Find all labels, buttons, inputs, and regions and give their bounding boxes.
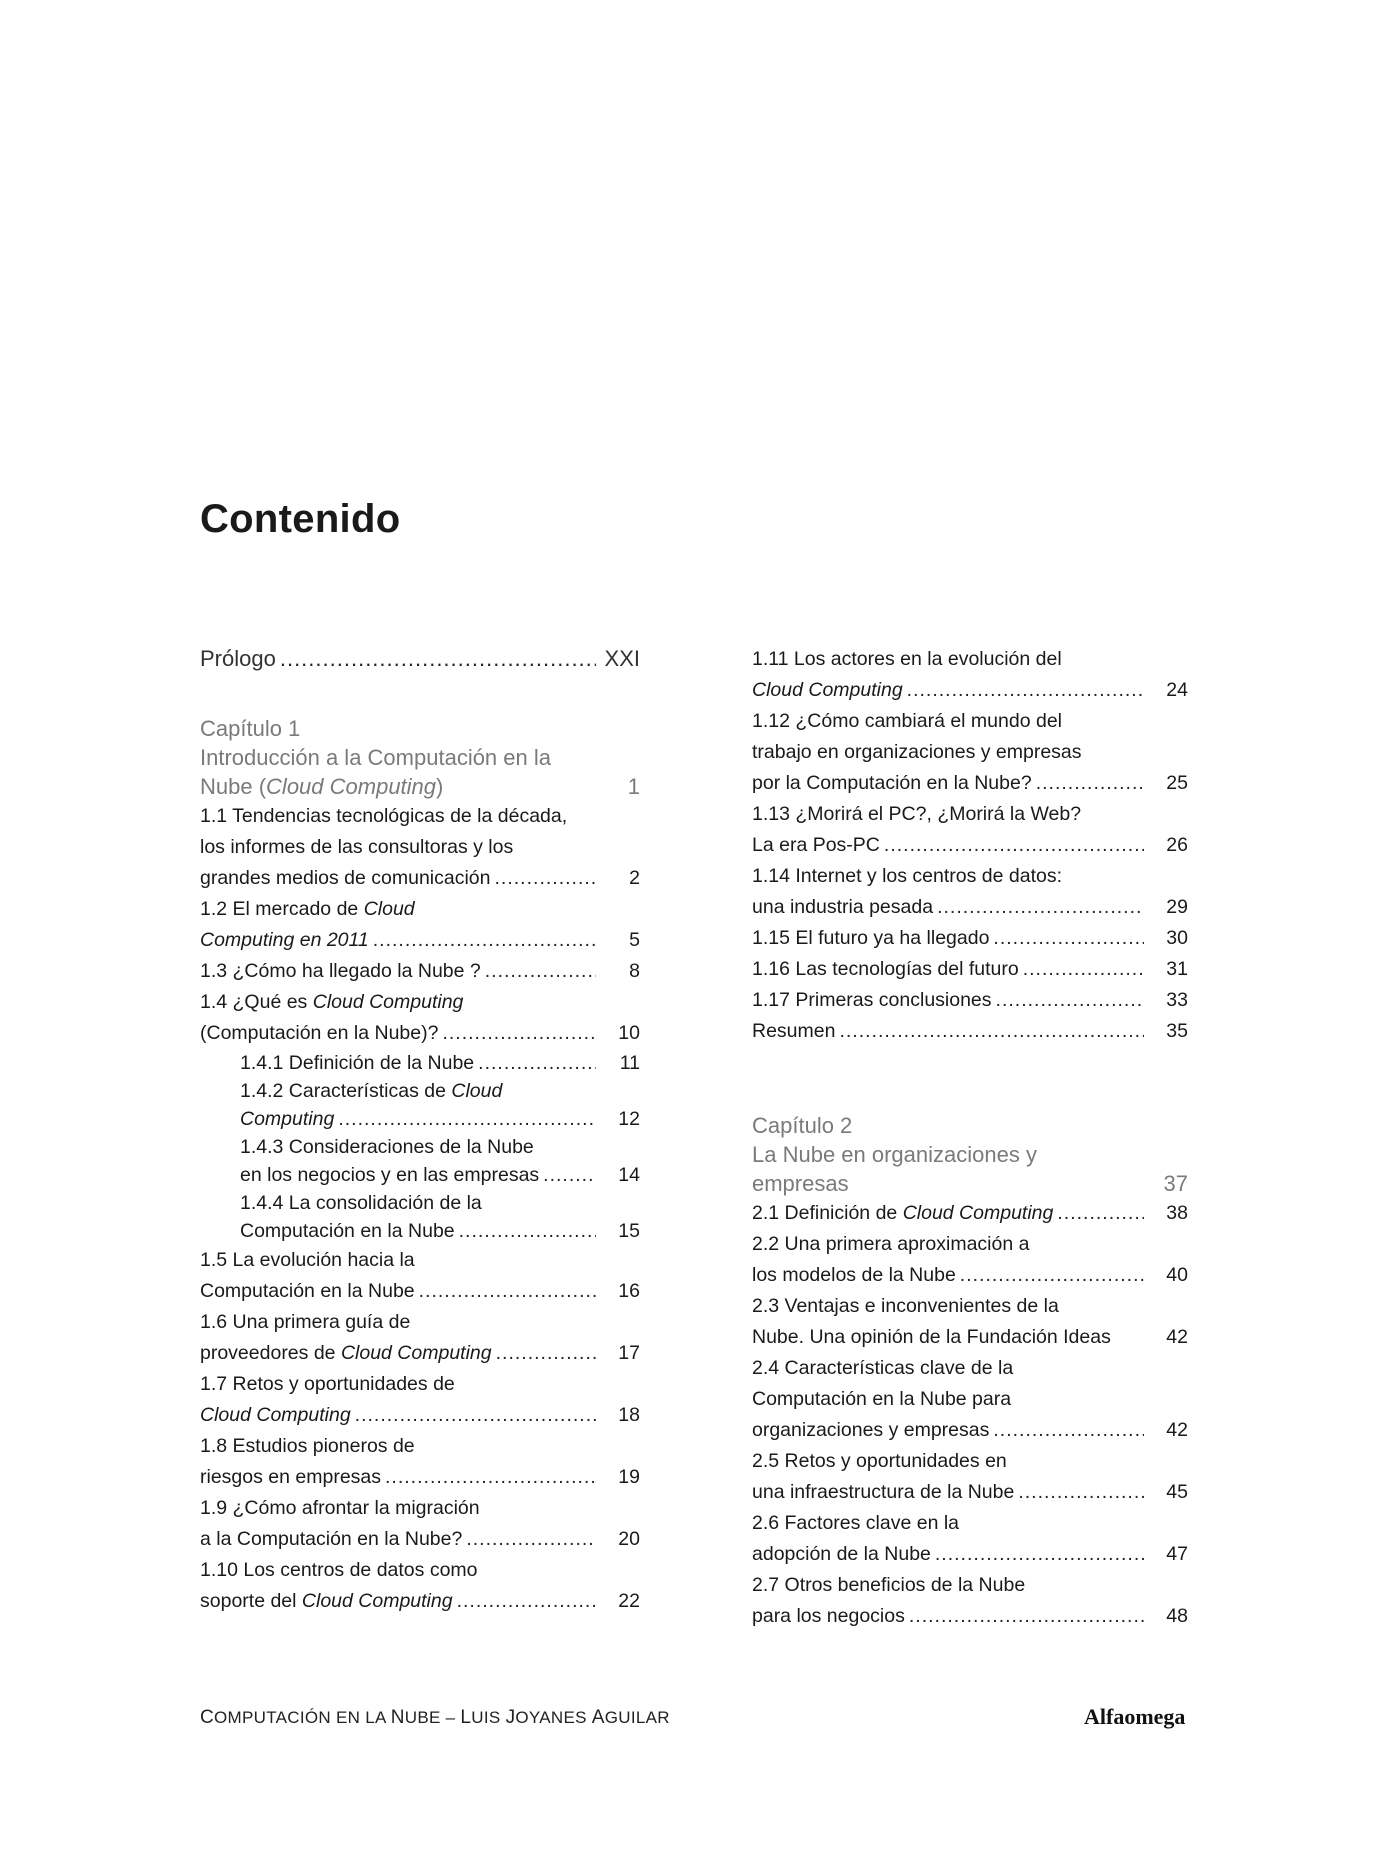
dot-leader — [960, 1260, 1144, 1291]
entry-text-segment: 1.1 Tendencias tecnológicas de la década, — [200, 805, 568, 827]
entry-text-segment: 2.2 Una primera aproximación a — [752, 1233, 1030, 1255]
dot-leader — [996, 985, 1144, 1016]
entry-text-segment: riesgos en empresas — [200, 1466, 382, 1488]
page-number: 14 — [618, 1164, 640, 1186]
dot-leader — [935, 1539, 1144, 1570]
page-number: 38 — [1166, 1202, 1188, 1224]
toc-entry-line — [200, 1077, 640, 1105]
entry-text — [752, 1601, 905, 1632]
entry-text-segment: en los negocios y en las empresas — [240, 1164, 540, 1186]
entry-text — [200, 714, 300, 743]
toc-entry-line — [752, 737, 1188, 768]
toc-entry-line — [200, 1431, 640, 1462]
toc-entry-line — [752, 1601, 1188, 1632]
entry-text-segment: 1.9 ¿Cómo afrontar la migración — [200, 1497, 480, 1519]
toc-entry-line — [200, 1338, 640, 1369]
entry-text — [752, 1229, 1029, 1260]
page-number: 42 — [1166, 1326, 1188, 1348]
entry-text-segment: una industria pesada — [752, 896, 934, 918]
footer-text-segment: UBE – — [404, 1708, 461, 1727]
dot-leader — [839, 1016, 1144, 1047]
entry-text-segment: Cloud Computing — [301, 1590, 453, 1612]
dot-leader — [495, 863, 596, 894]
page-number: 16 — [618, 1280, 640, 1302]
toc-entry-line — [752, 1477, 1188, 1508]
entry-text — [752, 1322, 1111, 1353]
entry-text-segment: Cloud — [363, 898, 415, 920]
entry-text-segment: empresas — [752, 1171, 849, 1196]
dot-leader — [884, 830, 1144, 861]
entry-text-segment: Capítulo 2 — [752, 1113, 853, 1138]
entry-text — [752, 1169, 849, 1198]
entry-text — [752, 768, 1032, 799]
dot-leader — [1023, 954, 1144, 985]
page-number: 47 — [1166, 1543, 1188, 1565]
page-number: 8 — [629, 960, 640, 982]
entry-text-segment: por la Computación en la Nube? — [752, 772, 1032, 794]
toc-entry-line — [752, 799, 1188, 830]
entry-text-segment: 1.5 La evolución hacia la — [200, 1249, 415, 1271]
chapter-heading-line — [200, 772, 640, 801]
page-number: 18 — [618, 1404, 640, 1426]
entry-text — [752, 830, 880, 861]
publisher-logo: Alfaomega — [1084, 1704, 1186, 1729]
footer-text-segment: A — [591, 1707, 605, 1728]
entry-text-segment: 1.8 Estudios pioneros de — [200, 1435, 415, 1457]
entry-text — [240, 1189, 482, 1217]
entry-text-segment: 1.15 El futuro ya ha llegado — [752, 927, 990, 949]
entry-text-segment: Cloud Computing — [266, 774, 437, 799]
entry-text — [200, 1276, 415, 1307]
entry-text-segment: Nube ( — [200, 774, 267, 799]
dot-leader — [496, 1338, 596, 1369]
entry-text-segment: los modelos de la Nube — [752, 1264, 956, 1286]
page-number: 22 — [618, 1590, 640, 1612]
dot-leader — [1057, 1198, 1144, 1229]
entry-text — [752, 1539, 931, 1570]
entry-text — [200, 1338, 492, 1369]
entry-text-segment: La Nube en organizaciones y — [752, 1142, 1037, 1167]
entry-text — [752, 1198, 1053, 1229]
entry-text — [200, 1555, 478, 1586]
footer-text-segment: L — [460, 1707, 472, 1728]
entry-text-segment: 1.4.3 Consideraciones de la Nube — [240, 1136, 534, 1158]
entry-text — [752, 954, 1019, 985]
entry-text — [200, 801, 567, 832]
page-number: 31 — [1166, 958, 1188, 980]
dot-leader — [419, 1276, 596, 1307]
entry-text-segment: 1.7 Retos y oportunidades de — [200, 1373, 455, 1395]
toc-entry-line — [752, 1508, 1188, 1539]
dot-leader — [993, 923, 1144, 954]
page-title: Contenido — [200, 497, 401, 541]
entry-text — [752, 985, 992, 1016]
entry-text-segment: Computación en la Nube — [200, 1280, 415, 1302]
page-number: 19 — [618, 1466, 640, 1488]
toc-entry-line — [752, 1353, 1188, 1384]
spacer — [200, 674, 640, 714]
toc-entry-line — [200, 863, 640, 894]
entry-text — [752, 923, 989, 954]
toc-entry-line — [200, 801, 640, 832]
entry-text — [752, 675, 903, 706]
entry-text — [752, 1570, 1025, 1601]
toc-entry-line — [200, 1217, 640, 1245]
page-number: 37 — [1163, 1171, 1188, 1196]
entry-text — [752, 1415, 989, 1446]
entry-text — [752, 861, 1062, 892]
toc-entry-line — [200, 1018, 640, 1049]
toc-entry-line — [200, 1189, 640, 1217]
dot-leader — [1018, 1477, 1144, 1508]
toc-entry-line — [200, 1462, 640, 1493]
entry-text — [200, 1369, 455, 1400]
entry-text — [752, 1291, 1059, 1322]
entry-text-segment: 1.14 Internet y los centros de datos: — [752, 865, 1063, 887]
page-number: 20 — [618, 1528, 640, 1550]
toc-entry-line — [200, 987, 640, 1018]
toc-entry-line — [752, 768, 1188, 799]
toc-entry-line — [200, 1400, 640, 1431]
toc-entry-line — [752, 1198, 1188, 1229]
entry-text — [752, 799, 1081, 830]
toc-entry-line — [200, 925, 640, 956]
entry-text-segment: 1.6 Una primera guía de — [200, 1311, 411, 1333]
entry-text-segment: Prólogo — [200, 646, 276, 671]
entry-text-segment: Computación en la Nube — [240, 1220, 455, 1242]
page-number: 24 — [1166, 679, 1188, 701]
entry-text — [200, 1586, 453, 1617]
entry-text-segment: 1.17 Primeras conclusiones — [752, 989, 992, 1011]
entry-text-segment: una infraestructura de la Nube — [752, 1481, 1015, 1503]
page-number: 30 — [1166, 927, 1188, 949]
entry-text-segment: 2.4 Características clave de la — [752, 1357, 1014, 1379]
entry-text-segment: los informes de las consultoras y los — [200, 836, 514, 858]
entry-text — [200, 772, 443, 801]
entry-text — [200, 894, 415, 925]
toc-entry-line — [200, 1524, 640, 1555]
toc-entry-line — [200, 1245, 640, 1276]
toc-entry-line — [752, 954, 1188, 985]
entry-text-segment: Computing en 2011 — [200, 929, 369, 951]
entry-text — [752, 1260, 956, 1291]
entry-text-segment: 1.3 ¿Cómo ha llegado la Nube ? — [200, 960, 481, 982]
footer-text-segment: C — [200, 1707, 215, 1728]
toc-entry-line — [752, 923, 1188, 954]
entry-text-segment: Capítulo 1 — [200, 716, 301, 741]
entry-text-segment: 1.11 Los actores en la evolución del — [752, 648, 1062, 670]
footer-book-title — [200, 1707, 670, 1729]
toc-entry-line — [200, 1105, 640, 1133]
entry-text-segment: Nube. Una opinión de la Fundación Ideas — [752, 1326, 1111, 1348]
entry-text — [752, 737, 1082, 768]
entry-text-segment: 1.13 ¿Morirá el PC?, ¿Morirá la Web? — [752, 803, 1082, 825]
page-number: 11 — [619, 1052, 640, 1074]
dot-leader — [937, 892, 1144, 923]
entry-text — [752, 1384, 1011, 1415]
dot-leader — [385, 1462, 596, 1493]
toc-entry-line — [200, 1369, 640, 1400]
entry-text — [752, 892, 933, 923]
entry-text — [752, 1353, 1013, 1384]
dot-leader — [993, 1415, 1144, 1446]
page-number: 25 — [1166, 772, 1188, 794]
toc-entry-line — [752, 706, 1188, 737]
toc-entry-line — [752, 1016, 1188, 1047]
entry-text-segment: Computing — [240, 1108, 335, 1130]
page-number: 15 — [618, 1220, 640, 1242]
toc-entry-line — [200, 1049, 640, 1077]
entry-text-segment: 2.7 Otros beneficios de la Nube — [752, 1574, 1026, 1596]
toc-entry-line — [200, 1276, 640, 1307]
page-number: 35 — [1166, 1020, 1188, 1042]
entry-text — [200, 1018, 438, 1049]
toc-entry-line — [752, 1570, 1188, 1601]
entry-text — [200, 1462, 381, 1493]
entry-text-segment: 1.4.1 Definición de la Nube — [240, 1052, 475, 1074]
toc-entry-line — [200, 1555, 640, 1586]
entry-text-segment: La era Pos-PC — [752, 834, 880, 856]
toc-entry-line — [752, 830, 1188, 861]
dot-leader — [1036, 768, 1144, 799]
page-number: 12 — [618, 1108, 640, 1130]
entry-text-segment: grandes medios de comunicación — [200, 867, 491, 889]
entry-text — [240, 1217, 455, 1245]
dot-leader — [338, 1105, 596, 1133]
entry-text — [200, 743, 551, 772]
toc-entry-line — [200, 1307, 640, 1338]
entry-text — [752, 644, 1062, 675]
entry-text — [752, 706, 1062, 737]
entry-text — [752, 1508, 959, 1539]
toc-entry-line — [200, 1493, 640, 1524]
page-number: 1 — [627, 774, 640, 799]
footer-text-segment: OYANES — [515, 1708, 592, 1727]
entry-text — [752, 1446, 1007, 1477]
chapter-heading-line — [752, 1140, 1188, 1169]
dot-leader — [485, 956, 596, 987]
entry-text — [240, 1077, 502, 1105]
toc-entry-line — [752, 985, 1188, 1016]
toc-entry-line — [752, 1415, 1188, 1446]
toc-entry-line — [752, 644, 1188, 675]
page-number: 40 — [1166, 1264, 1188, 1286]
entry-text-segment: 2.3 Ventajas e inconvenientes de la — [752, 1295, 1059, 1317]
page-number: XXI — [604, 646, 640, 671]
entry-text — [200, 1245, 415, 1276]
page-number: 29 — [1166, 896, 1188, 918]
dot-leader — [457, 1586, 596, 1617]
chapter-heading-line — [752, 1111, 1188, 1140]
toc-entry-line — [200, 1161, 640, 1189]
toc-entry-line — [752, 1291, 1188, 1322]
page-number: 42 — [1166, 1419, 1188, 1441]
entry-text-segment: 2.1 Definición de — [752, 1202, 903, 1224]
dot-leader — [909, 1601, 1144, 1632]
entry-text — [240, 1161, 539, 1189]
page-number: 2 — [629, 867, 640, 889]
page-number: 17 — [618, 1342, 640, 1364]
page-number: 5 — [629, 929, 640, 951]
entry-text — [200, 1307, 410, 1338]
entry-text-segment: Resumen — [752, 1020, 836, 1042]
toc-right-column — [752, 644, 1188, 1632]
toc-entry-line — [200, 1586, 640, 1617]
entry-text-segment: 1.4.2 Características de — [240, 1080, 452, 1102]
toc-entry-line — [752, 892, 1188, 923]
entry-text — [200, 1524, 462, 1555]
toc-entry-line — [752, 1539, 1188, 1570]
entry-text — [200, 1400, 351, 1431]
entry-text — [200, 925, 369, 956]
entry-text-segment: 1.4 ¿Qué es — [200, 991, 313, 1013]
toc-entry-line — [200, 894, 640, 925]
dot-leader — [355, 1400, 596, 1431]
entry-text — [752, 1477, 1014, 1508]
dot-leader — [466, 1524, 596, 1555]
entry-text-segment: 1.16 Las tecnologías del futuro — [752, 958, 1019, 980]
page-number: 48 — [1166, 1605, 1188, 1627]
dot-leader — [280, 644, 596, 674]
chapter-heading-line — [200, 743, 640, 772]
entry-text-segment: Cloud — [451, 1080, 503, 1102]
dot-leader — [442, 1018, 596, 1049]
toc-entry-line — [752, 1446, 1188, 1477]
entry-text-segment: 1.4.4 La consolidación de la — [240, 1192, 482, 1214]
toc-entry-line — [752, 1260, 1188, 1291]
entry-text-segment: Cloud Computing — [752, 679, 903, 701]
entry-text — [240, 1133, 534, 1161]
entry-text — [240, 1049, 474, 1077]
entry-text-segment: adopción de la Nube — [752, 1543, 931, 1565]
entry-text-segment: Introducción a la Computación en la — [200, 745, 551, 770]
entry-text-segment: Cloud Computing — [340, 1342, 492, 1364]
entry-text — [200, 956, 481, 987]
entry-text-segment: 2.5 Retos y oportunidades en — [752, 1450, 1007, 1472]
toc-entry-line — [752, 1229, 1188, 1260]
toc-entry-line — [200, 832, 640, 863]
entry-text-segment: soporte del — [200, 1590, 302, 1612]
entry-text-segment: Computación en la Nube para — [752, 1388, 1012, 1410]
footer-text-segment: J — [505, 1707, 516, 1728]
entry-text — [200, 987, 463, 1018]
toc-entry-line — [200, 644, 640, 674]
chapter-heading-line — [200, 714, 640, 743]
entry-text-segment: trabajo en organizaciones y empresas — [752, 741, 1082, 763]
entry-text-segment: Cloud Computing — [902, 1202, 1054, 1224]
entry-text — [200, 1431, 415, 1462]
entry-text-segment: a la Computación en la Nube? — [200, 1528, 463, 1550]
dot-leader — [543, 1161, 596, 1189]
entry-text — [200, 1493, 480, 1524]
dot-leader — [373, 925, 596, 956]
entry-text-segment: 1.12 ¿Cómo cambiará el mundo del — [752, 710, 1062, 732]
entry-text-segment: 1.10 Los centros de datos como — [200, 1559, 478, 1581]
entry-text — [200, 863, 491, 894]
entry-text-segment: Cloud Computing — [312, 991, 464, 1013]
entry-text-segment: organizaciones y empresas — [752, 1419, 990, 1441]
entry-text-segment: para los negocios — [752, 1605, 905, 1627]
entry-text-segment: ) — [436, 774, 444, 799]
toc-entry-line — [200, 1133, 640, 1161]
dot-leader — [907, 675, 1144, 706]
spacer — [752, 1047, 1188, 1087]
page-number: 33 — [1166, 989, 1188, 1011]
entry-text-segment: Cloud Computing — [200, 1404, 351, 1426]
toc-entry-line — [752, 1384, 1188, 1415]
page-number: 45 — [1166, 1481, 1188, 1503]
entry-text — [200, 644, 276, 674]
entry-text — [752, 1140, 1037, 1169]
footer-text-segment: OMPUTACIÓN EN LA — [214, 1708, 391, 1727]
toc-entry-line — [200, 956, 640, 987]
toc-left-column — [200, 644, 640, 1617]
toc-entry-line — [752, 675, 1188, 706]
toc-entry-line — [752, 861, 1188, 892]
page-number: 10 — [618, 1022, 640, 1044]
entry-text-segment: 1.2 El mercado de — [200, 898, 364, 920]
chapter-heading-line — [752, 1169, 1188, 1198]
footer-text-segment: UIS — [471, 1708, 506, 1727]
dot-leader — [478, 1049, 596, 1077]
toc-entry-line — [752, 1322, 1188, 1353]
entry-text — [200, 832, 513, 863]
footer-text-segment: GUILAR — [604, 1708, 670, 1727]
entry-text-segment: (Computación en la Nube)? — [200, 1022, 439, 1044]
entry-text-segment: proveedores de — [200, 1342, 341, 1364]
entry-text — [752, 1016, 835, 1047]
footer-text-segment: N — [390, 1707, 405, 1728]
entry-text — [752, 1111, 852, 1140]
dot-leader — [459, 1217, 596, 1245]
entry-text — [240, 1105, 334, 1133]
spacer — [752, 1087, 1188, 1111]
entry-text-segment: 2.6 Factores clave en la — [752, 1512, 960, 1534]
page-number: 26 — [1166, 834, 1188, 856]
